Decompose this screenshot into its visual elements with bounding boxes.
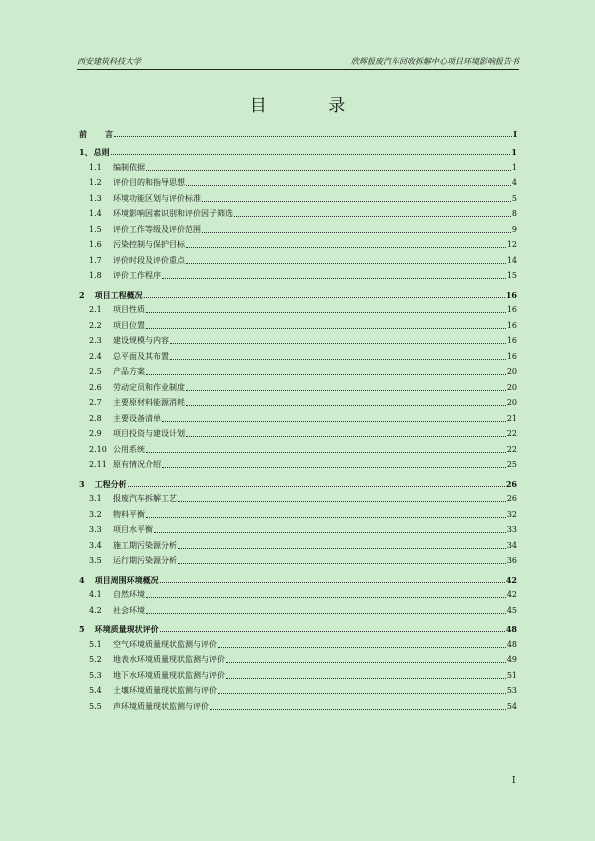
toc-section-entry[interactable] (79, 157, 517, 173)
page-header (77, 55, 519, 70)
toc-entry-number: 4.2 (89, 605, 102, 615)
toc-section-entry[interactable] (79, 204, 517, 220)
toc-section-entry[interactable] (79, 331, 517, 347)
toc-page-number: 16 (505, 289, 517, 300)
dot-leader (186, 405, 506, 406)
dot-leader (146, 517, 506, 518)
toc-entry-label: 声环境质量现状监测与评价 (113, 701, 209, 711)
dot-leader (234, 216, 511, 217)
toc-entry-label: 建设规模与内容 (113, 336, 169, 345)
toc-page-number: 48 (505, 624, 517, 634)
toc-page-number: 20 (506, 398, 517, 407)
toc-page-number: 33 (506, 525, 517, 534)
toc-entry-label: 社会环境 (113, 605, 145, 615)
toc-page-number: 22 (506, 444, 517, 454)
toc-section-entry[interactable] (79, 439, 517, 455)
page-number: I (512, 776, 516, 786)
toc-entry-number: 1.6 (89, 240, 102, 249)
dot-leader (146, 597, 506, 598)
toc-entry-number: 2.11 (89, 460, 107, 469)
toc-entry-label: 原有情况介绍 (113, 460, 161, 469)
toc-entry-label: 总平面及其布置 (113, 351, 169, 361)
dot-leader (186, 247, 506, 248)
dot-leader (146, 312, 506, 313)
toc-chapter-entry[interactable] (79, 123, 517, 139)
toc-entry-label: 言 (105, 128, 113, 139)
dot-leader (202, 201, 511, 202)
toc-section-entry[interactable] (79, 266, 517, 282)
toc-entry-number: 4.1 (89, 590, 102, 599)
dot-leader (178, 548, 506, 549)
toc-entry-number: 3.5 (89, 556, 102, 565)
toc-page-number: 32 (506, 509, 517, 519)
toc-entry-number: 2.3 (89, 336, 102, 345)
toc-entry-label: 污染控制与保护目标 (113, 240, 185, 249)
toc-chapter-entry[interactable] (79, 473, 517, 489)
toc-entry-number: 2.7 (89, 398, 102, 407)
toc-page-number: 16 (506, 351, 517, 361)
toc-page-number: 15 (506, 271, 517, 280)
dot-leader (186, 185, 511, 186)
toc-section-entry[interactable] (79, 600, 517, 616)
toc-page-number: 36 (506, 556, 517, 565)
toc-section-entry[interactable] (79, 551, 517, 567)
toc-entry-label: 主要设备清单 (113, 413, 161, 423)
dot-leader (178, 501, 506, 502)
toc-entry-label: 评价时段及评价重点 (113, 255, 185, 265)
toc-entry-number: 1.2 (89, 178, 102, 187)
toc-entry-number: 前 (79, 128, 87, 139)
toc-chapter-entry[interactable] (79, 619, 517, 635)
toc-entry-label: 评价工作程序 (113, 271, 161, 280)
toc-section-entry[interactable] (79, 219, 517, 235)
toc-entry-label: 施工期污染源分析 (113, 540, 177, 550)
toc-page-number: 54 (506, 701, 517, 711)
toc-section-entry[interactable] (79, 634, 517, 650)
toc-page-number: 8 (511, 209, 517, 218)
dot-leader (146, 170, 511, 171)
toc-entry-label: 评价目的和指导思想 (113, 178, 185, 187)
toc-section-entry[interactable] (79, 300, 517, 316)
toc-page-number: 21 (506, 413, 517, 423)
toc-entry-number: 3.3 (89, 525, 102, 534)
toc-entry-number: 2.10 (89, 444, 107, 454)
dot-leader (144, 297, 505, 298)
dot-leader (128, 486, 505, 487)
page-title: 目 录 (249, 96, 374, 116)
table-of-contents (79, 123, 517, 712)
dot-leader (162, 467, 506, 468)
toc-entry-number: 3.2 (89, 509, 102, 519)
toc-entry-number: 5 (79, 624, 85, 634)
toc-page-number: 42 (505, 574, 517, 585)
toc-section-entry[interactable] (79, 504, 517, 520)
toc-entry-number: 5.3 (89, 670, 102, 680)
toc-section-entry[interactable] (79, 665, 517, 681)
toc-entry-label: 物料平衡 (113, 509, 145, 519)
toc-entry-number: 1.8 (89, 271, 102, 280)
toc-section-entry[interactable] (79, 362, 517, 378)
toc-section-entry[interactable] (79, 535, 517, 551)
dot-leader (114, 136, 512, 137)
toc-page-number: 12 (506, 240, 517, 249)
toc-page-number: 1 (511, 162, 517, 172)
toc-entry-label: 评价工作等级及评价范围 (113, 224, 201, 234)
dot-leader (178, 563, 506, 564)
toc-entry-label: 地表水环境质量现状监测与评价 (113, 655, 225, 664)
dot-leader (160, 582, 505, 583)
toc-entry-label: 环境影响因素识别和评价因子筛选 (113, 209, 233, 218)
toc-entry-number: 2.5 (89, 367, 102, 376)
toc-page-number: 9 (511, 224, 517, 234)
dot-leader (186, 263, 506, 264)
toc-entry-label: 编制依据 (113, 162, 145, 172)
toc-section-entry[interactable] (79, 681, 517, 697)
toc-page-number: 51 (506, 670, 517, 680)
toc-section-entry[interactable] (79, 696, 517, 712)
dot-leader (146, 374, 506, 375)
toc-page-number: 42 (506, 590, 517, 599)
toc-chapter-entry[interactable] (79, 142, 517, 158)
toc-page-number: 26 (505, 478, 517, 489)
toc-page-number: 16 (506, 336, 517, 345)
toc-entry-number: 1.3 (89, 193, 102, 203)
dot-leader (146, 613, 506, 614)
toc-chapter-entry[interactable] (79, 569, 517, 585)
toc-entry-label: 项目性质 (113, 305, 145, 314)
toc-entry-label: 空气环境质量现状监测与评价 (113, 639, 217, 649)
toc-entry-number: 3.1 (89, 494, 102, 503)
dot-leader (218, 647, 506, 648)
toc-section-entry[interactable] (79, 455, 517, 471)
toc-page-number: 20 (506, 382, 517, 392)
dot-leader (162, 278, 506, 279)
toc-entry-label: 自然环境 (113, 590, 145, 599)
dot-leader (210, 709, 506, 710)
toc-section-entry[interactable] (79, 408, 517, 424)
toc-entry-number: 4 (79, 574, 85, 585)
toc-entry-label: 项目工程概况 (94, 289, 143, 300)
toc-section-entry[interactable] (79, 250, 517, 266)
dot-leader (186, 390, 506, 391)
toc-section-entry[interactable] (79, 585, 517, 601)
toc-entry-label: 公用系统 (113, 444, 145, 454)
toc-page-number: 48 (506, 639, 517, 649)
toc-entry-label: 产品方案 (113, 367, 145, 376)
toc-chapter-entry[interactable] (79, 284, 517, 300)
toc-section-entry[interactable] (79, 520, 517, 536)
header-left: 西安建筑科技大学 (77, 57, 141, 66)
header-right: 欣辉报废汽车回收拆解中心项目环境影响报告书 (351, 57, 519, 66)
toc-page-number: 1 (511, 147, 517, 157)
toc-entry-label: 运行期污染源分析 (113, 556, 177, 565)
toc-page-number: 26 (506, 494, 517, 503)
toc-page-number: 53 (506, 686, 517, 695)
toc-section-entry[interactable] (79, 235, 517, 251)
toc-entry-number: 5.5 (89, 701, 102, 711)
toc-section-entry[interactable] (79, 346, 517, 362)
toc-section-entry[interactable] (79, 377, 517, 393)
toc-entry-label: 工程分析 (94, 478, 127, 489)
toc-entry-label: 地下水环境质量现状监测与评价 (113, 670, 225, 680)
dot-leader (226, 662, 506, 663)
toc-page-number: 22 (506, 429, 517, 438)
toc-entry-number: 2 (79, 289, 85, 300)
toc-page-number: 45 (506, 605, 517, 615)
toc-entry-number: 1.1 (89, 162, 102, 172)
dot-leader (170, 343, 506, 344)
dot-leader (146, 452, 506, 453)
toc-section-entry[interactable] (79, 315, 517, 331)
toc-page-number: 14 (506, 255, 517, 265)
toc-section-entry[interactable] (79, 188, 517, 204)
toc-entry-label: 土壤环境质量现状监测与评价 (113, 686, 217, 695)
toc-page-number: 16 (506, 305, 517, 314)
toc-page-number: 5 (511, 193, 517, 203)
toc-section-entry[interactable] (79, 173, 517, 189)
dot-leader (111, 154, 511, 155)
toc-entry-number: 1.7 (89, 255, 102, 265)
toc-entry-number: 2.2 (89, 320, 102, 330)
toc-entry-label: 项目投资与建设计划 (113, 429, 185, 438)
toc-entry-number: 1.4 (89, 209, 102, 218)
dot-leader (162, 421, 506, 422)
toc-section-entry[interactable] (79, 650, 517, 666)
toc-entry-number: 1.5 (89, 224, 102, 234)
toc-entry-label: 主要原材料能源消耗 (113, 398, 185, 407)
toc-entry-number: 1、 (79, 147, 93, 157)
dot-leader (170, 359, 506, 360)
dot-leader (202, 232, 511, 233)
toc-entry-number: 2.8 (89, 413, 102, 423)
toc-entry-label: 劳动定员和作业制度 (113, 382, 185, 392)
dot-leader (218, 693, 506, 694)
toc-page-number: 25 (506, 460, 517, 469)
toc-section-entry[interactable] (79, 489, 517, 505)
toc-entry-number: 5.2 (89, 655, 102, 664)
toc-entry-label: 项目位置 (113, 320, 145, 330)
toc-page-number: 4 (511, 178, 517, 187)
toc-entry-label: 项目水平衡 (113, 525, 153, 534)
toc-entry-label: 环境质量现状评价 (94, 624, 159, 634)
toc-entry-label: 报废汽车拆解工艺 (113, 494, 177, 503)
toc-section-entry[interactable] (79, 424, 517, 440)
toc-entry-label: 项目周围环境概况 (94, 574, 159, 585)
toc-page-number: 20 (506, 367, 517, 376)
toc-page-number: 34 (506, 540, 517, 550)
toc-page-number: I (513, 128, 517, 139)
dot-leader (160, 631, 505, 632)
toc-entry-label: 总则 (93, 147, 110, 157)
toc-entry-number: 3.4 (89, 540, 102, 550)
toc-section-entry[interactable] (79, 393, 517, 409)
toc-entry-number: 2.4 (89, 351, 102, 361)
dot-leader (154, 532, 506, 533)
toc-page-number: 16 (506, 320, 517, 330)
dot-leader (226, 678, 506, 679)
toc-entry-number: 3 (79, 478, 85, 489)
toc-entry-label: 环境功能区划与评价标准 (113, 193, 201, 203)
toc-entry-number: 2.9 (89, 429, 102, 438)
toc-entry-number: 2.6 (89, 382, 102, 392)
dot-leader (146, 328, 506, 329)
toc-entry-number: 2.1 (89, 305, 102, 314)
toc-page-number: 49 (506, 655, 517, 664)
toc-entry-number: 5.1 (89, 639, 102, 649)
toc-entry-number: 5.4 (89, 686, 102, 695)
dot-leader (186, 436, 506, 437)
